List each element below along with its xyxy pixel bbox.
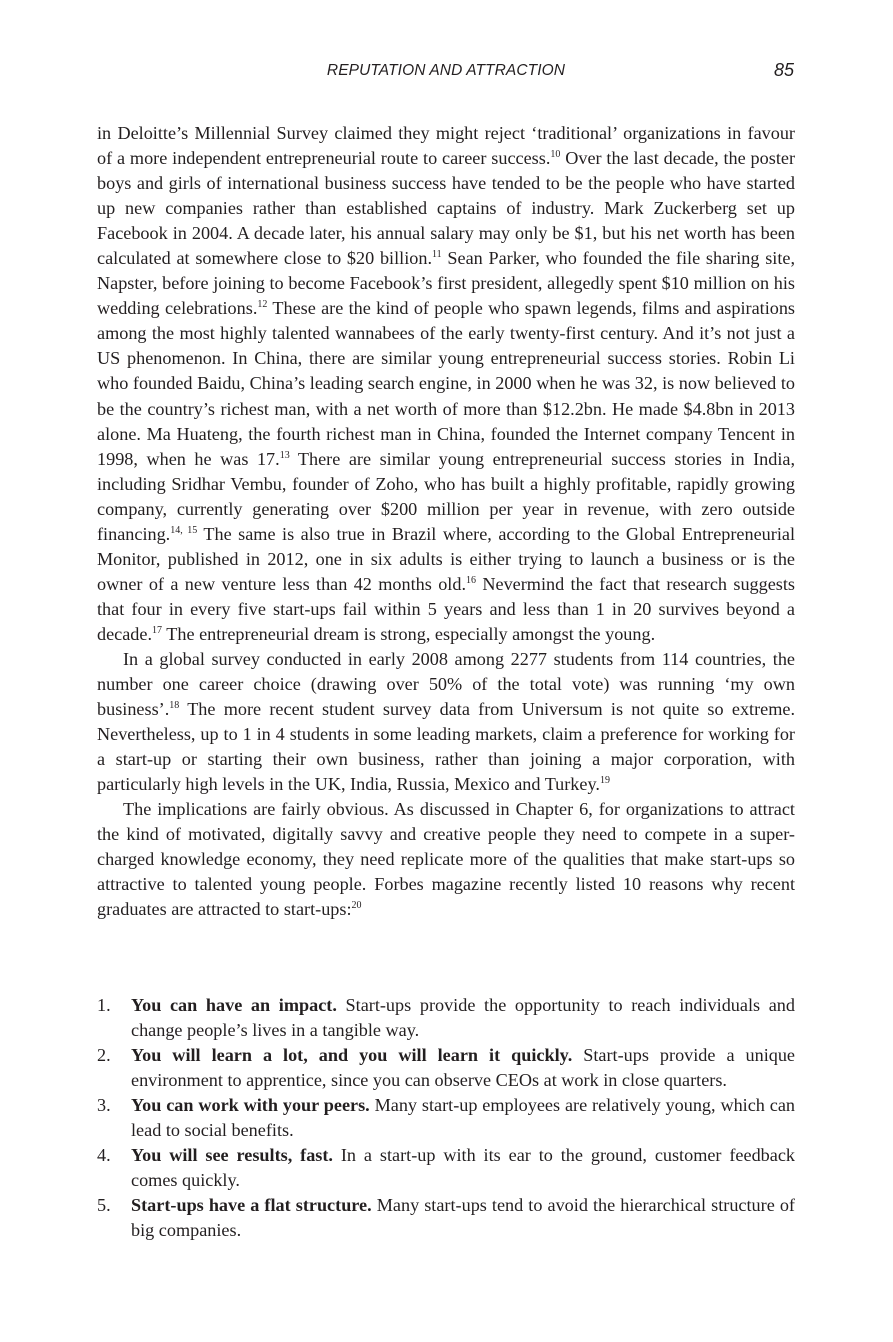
text-run: There are similar young entrepreneurial success stories in India, including Sridhar Vembu, founder of Zoho, who has built a highly profitable, rapidly growing company, currently generating over $200 million per year in revenue, with zero outside financing. (97, 448, 795, 544)
footnote-ref: 13 (279, 449, 290, 461)
text-run: These are the kind of people who spawn legends, films and aspirations among the most highly talented wannabees of the early twenty-first century. And it’s not just a US phenomenon. In China, there are similar young entrepreneurial success stories. Robin Li who founded Baidu, China’s leading search engine, in 2000 when he was 32, is now believed to be the country’s richest man, with a net worth of more than $12.2bn. He made $4.8bn in 2013 alone. Ma Huateng, the fourth richest man in China, founded the Internet company Tencent in 1998, when he was 17. (97, 298, 796, 469)
footnote-ref: 14, 15 (170, 524, 198, 536)
list-item-lead: You can work with your peers. (131, 1095, 370, 1116)
list-item-text: Many start-up employees are relatively young, which can lead to social benefits. (131, 1095, 795, 1141)
list-item (97, 1093, 795, 1143)
footnote-ref: 12 (257, 299, 268, 311)
footnote-ref: 11 (432, 249, 442, 261)
text-run: in Deloitte’s Millennial Survey claimed they might reject ‘traditional’ organizations in favour of a more independent entrepreneurial route to career success. (97, 123, 795, 169)
list-item-lead: Start-ups have a flat structure. (131, 1195, 372, 1216)
text-run: Sean Parker, who founded the file sharing site, Napster, before joining to become Facebook’s first president, allegedly spent $10 million on his wedding celebrations. (97, 248, 795, 319)
text-run: In a global survey conducted in early 2008 among 2277 students from 114 countries, the number one career choice (drawing over 50% of the total vote) was running ‘my own business’. (97, 648, 795, 720)
list-item-text: Start-ups provide a unique environment to apprentice, since you can observe CEOs at work in close quarters. (131, 1045, 796, 1091)
footnote-ref: 16 (466, 574, 476, 586)
list-number: 4. (97, 1145, 111, 1166)
text-run: The same is also true in Brazil where, according to the Global Entrepreneurial Monitor, published in 2012, one in six adults is either trying to launch a business or is the owner of a new venture less than 42 months old. (97, 523, 796, 594)
page-number: 85 (773, 60, 794, 80)
running-header (96, 60, 796, 84)
list-item-lead: You will see results, fast. (131, 1145, 333, 1166)
running-title: REPUTATION AND ATTRACTION (326, 62, 566, 79)
list-item (97, 1193, 795, 1243)
list-number: 1. (97, 995, 111, 1015)
footnote-ref: 20 (351, 900, 362, 912)
list-item-text: Many start-ups tend to avoid the hierarchical structure of big companies. (131, 1195, 795, 1241)
footnote-ref: 18 (169, 700, 180, 712)
text-run: The entrepreneurial dream is strong, especially amongst the young. (162, 623, 656, 644)
reasons-list (97, 993, 795, 1243)
list-number: 5. (97, 1195, 111, 1216)
list-item (97, 1043, 795, 1093)
body-text (97, 121, 795, 923)
list-item-text: In a start-up with its ear to the ground, customer feedback comes quickly. (131, 1145, 796, 1191)
footnote-ref: 10 (550, 149, 561, 161)
footnote-ref: 19 (599, 775, 610, 787)
paragraph-1 (97, 121, 795, 647)
text-run: The more recent student survey data from Universum is not quite so extreme. Nevertheless, up to 1 in 4 students in some leading markets, claim a preference for working for a start-up or starting their own business, rather than joining a major corporation, with particularly high levels in the UK, India, Russia, Mexico and Turkey. (97, 699, 795, 795)
list-item-text: Start-ups provide the opportunity to reach individuals and change people’s lives in a tangible way. (131, 995, 795, 1041)
list-item (97, 1143, 795, 1193)
list-number: 3. (97, 1095, 111, 1116)
text-run: Over the last decade, the poster boys and girls of international business success have tended to be the people who have started up new companies rather than established captains of industry. Mark Zuckerberg set up Facebook in 2004. A decade later, his annual salary may only be $1, but his net worth has been calculated at somewhere close to $20 billion. (97, 148, 796, 269)
text-run: Nevermind the fact that research suggests that four in every five start-ups fail within 5 years and less than 1 in 20 survives beyond a decade. (97, 573, 796, 644)
paragraph-2 (97, 647, 795, 797)
text-run: The implications are fairly obvious. As discussed in Chapter 6, for organizations to attract the kind of motivated, digitally savvy and creative people they need to compete in a super-charged knowledge economy, they need replicate more of the qualities that make start-ups so attractive to talented young people. Forbes magazine recently listed 10 reasons why recent graduates are attracted to start-ups: (97, 799, 795, 920)
paragraph-3 (97, 797, 795, 922)
list-item (97, 993, 795, 1043)
footnote-ref: 17 (152, 624, 163, 636)
list-item-lead: You can have an impact. (131, 995, 337, 1015)
list-number: 2. (97, 1045, 111, 1066)
list-item-lead: You will learn a lot, and you will learn it quickly. (131, 1045, 573, 1066)
